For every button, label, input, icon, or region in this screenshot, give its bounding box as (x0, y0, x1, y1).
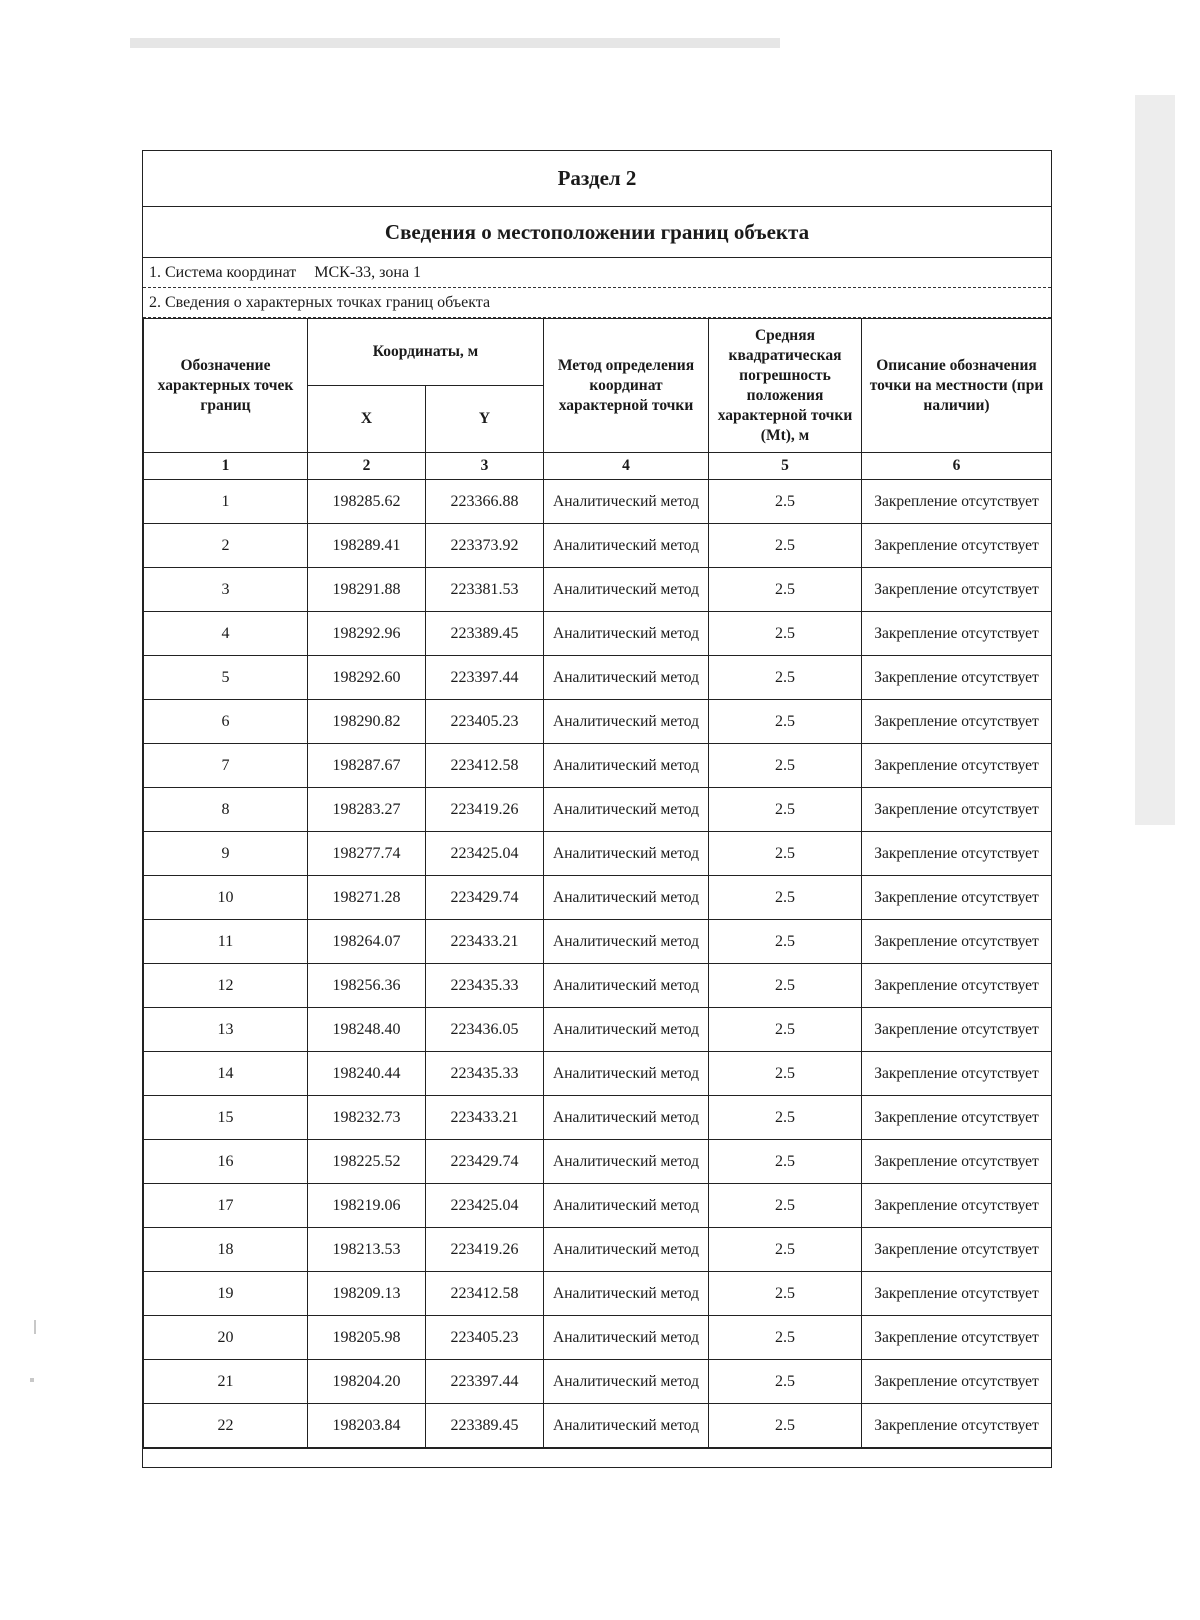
point-number-cell: 5 (144, 656, 308, 700)
method-cell: Аналитический метод (544, 524, 709, 568)
method-cell: Аналитический метод (544, 1360, 709, 1404)
column-number: 5 (709, 453, 862, 480)
y-coordinate-cell: 223397.44 (426, 656, 544, 700)
column-number: 3 (426, 453, 544, 480)
y-coordinate-cell: 223419.26 (426, 1228, 544, 1272)
x-coordinate-cell: 198283.27 (308, 788, 426, 832)
method-cell: Аналитический метод (544, 480, 709, 524)
y-coordinate-cell: 223419.26 (426, 788, 544, 832)
header-method: Метод определения координат характерной точки (544, 319, 709, 453)
point-number-cell: 8 (144, 788, 308, 832)
y-coordinate-cell: 223425.04 (426, 832, 544, 876)
table-row (144, 1228, 1052, 1272)
point-number-cell: 10 (144, 876, 308, 920)
x-coordinate-cell: 198232.73 (308, 1096, 426, 1140)
x-coordinate-cell: 198292.96 (308, 612, 426, 656)
point-number-cell: 11 (144, 920, 308, 964)
y-coordinate-cell: 223405.23 (426, 1316, 544, 1360)
method-cell: Аналитический метод (544, 1228, 709, 1272)
column-number: 6 (862, 453, 1052, 480)
error-cell: 2.5 (709, 920, 862, 964)
table-row (144, 832, 1052, 876)
y-coordinate-cell: 223389.45 (426, 612, 544, 656)
table-row (144, 1272, 1052, 1316)
x-coordinate-cell: 198213.53 (308, 1228, 426, 1272)
table-row (144, 1316, 1052, 1360)
header-error: Средняя квадратическая погрешность положения характерной точки (Mt), м (709, 319, 862, 453)
description-cell: Закрепление отсутствует (862, 964, 1052, 1008)
table-row (144, 612, 1052, 656)
error-cell: 2.5 (709, 524, 862, 568)
description-cell: Закрепление отсутствует (862, 1052, 1052, 1096)
y-coordinate-cell: 223389.45 (426, 1404, 544, 1448)
x-coordinate-cell: 198205.98 (308, 1316, 426, 1360)
method-cell: Аналитический метод (544, 964, 709, 1008)
table-row (144, 876, 1052, 920)
method-cell: Аналитический метод (544, 1272, 709, 1316)
point-number-cell: 3 (144, 568, 308, 612)
error-cell: 2.5 (709, 568, 862, 612)
x-coordinate-cell: 198292.60 (308, 656, 426, 700)
y-coordinate-cell: 223436.05 (426, 1008, 544, 1052)
point-number-cell: 17 (144, 1184, 308, 1228)
table-row (144, 1360, 1052, 1404)
y-coordinate-cell: 223412.58 (426, 744, 544, 788)
description-cell: Закрепление отсутствует (862, 1404, 1052, 1448)
point-number-cell: 14 (144, 1052, 308, 1096)
coord-system-line (143, 258, 1051, 288)
method-cell: Аналитический метод (544, 656, 709, 700)
point-number-cell: 12 (144, 964, 308, 1008)
x-coordinate-cell: 198209.13 (308, 1272, 426, 1316)
error-cell: 2.5 (709, 1360, 862, 1404)
y-coordinate-cell: 223435.33 (426, 964, 544, 1008)
description-cell: Закрепление отсутствует (862, 1360, 1052, 1404)
table-row (144, 788, 1052, 832)
table-row (144, 524, 1052, 568)
description-cell: Закрепление отсутствует (862, 1140, 1052, 1184)
table-row (144, 656, 1052, 700)
method-cell: Аналитический метод (544, 920, 709, 964)
error-cell: 2.5 (709, 876, 862, 920)
description-cell: Закрепление отсутствует (862, 920, 1052, 964)
error-cell: 2.5 (709, 1052, 862, 1096)
section-title: Раздел 2 (143, 151, 1051, 207)
table-bottom-strip (143, 1448, 1051, 1468)
point-number-cell: 22 (144, 1404, 308, 1448)
scan-artifact-right (1135, 95, 1175, 825)
coord-system-label: 1. Система координат (149, 264, 297, 281)
column-number: 4 (544, 453, 709, 480)
description-cell: Закрепление отсутствует (862, 656, 1052, 700)
method-cell: Аналитический метод (544, 1096, 709, 1140)
x-coordinate-cell: 198256.36 (308, 964, 426, 1008)
error-cell: 2.5 (709, 744, 862, 788)
point-number-cell: 2 (144, 524, 308, 568)
error-cell: 2.5 (709, 1272, 862, 1316)
scan-artifact-left-dot (30, 1378, 34, 1382)
method-cell: Аналитический метод (544, 1184, 709, 1228)
point-number-cell: 21 (144, 1360, 308, 1404)
description-cell: Закрепление отсутствует (862, 744, 1052, 788)
y-coordinate-cell: 223381.53 (426, 568, 544, 612)
error-cell: 2.5 (709, 1404, 862, 1448)
description-cell: Закрепление отсутствует (862, 1096, 1052, 1140)
x-coordinate-cell: 198219.06 (308, 1184, 426, 1228)
method-cell: Аналитический метод (544, 568, 709, 612)
y-coordinate-cell: 223429.74 (426, 876, 544, 920)
error-cell: 2.5 (709, 788, 862, 832)
table-row (144, 568, 1052, 612)
error-cell: 2.5 (709, 832, 862, 876)
method-cell: Аналитический метод (544, 788, 709, 832)
document-section (142, 150, 1052, 1468)
error-cell: 2.5 (709, 1140, 862, 1184)
description-cell: Закрепление отсутствует (862, 480, 1052, 524)
error-cell: 2.5 (709, 1228, 862, 1272)
x-coordinate-cell: 198204.20 (308, 1360, 426, 1404)
description-cell: Закрепление отсутствует (862, 1184, 1052, 1228)
point-number-cell: 16 (144, 1140, 308, 1184)
y-coordinate-cell: 223435.33 (426, 1052, 544, 1096)
table-row (144, 964, 1052, 1008)
error-cell: 2.5 (709, 1096, 862, 1140)
error-cell: 2.5 (709, 612, 862, 656)
table-row (144, 920, 1052, 964)
point-number-cell: 20 (144, 1316, 308, 1360)
error-cell: 2.5 (709, 480, 862, 524)
y-coordinate-cell: 223405.23 (426, 700, 544, 744)
header-coordinates: Координаты, м (308, 319, 544, 386)
y-coordinate-cell: 223433.21 (426, 1096, 544, 1140)
scan-artifact-left-mark (34, 1320, 36, 1334)
table-row (144, 1008, 1052, 1052)
error-cell: 2.5 (709, 1184, 862, 1228)
point-number-cell: 9 (144, 832, 308, 876)
table-body (144, 480, 1052, 1448)
header-x: X (308, 386, 426, 453)
error-cell: 2.5 (709, 1316, 862, 1360)
table-row (144, 700, 1052, 744)
points-label: 2. Сведения о характерных точках границ объекта (149, 294, 491, 311)
method-cell: Аналитический метод (544, 744, 709, 788)
description-cell: Закрепление отсутствует (862, 1008, 1052, 1052)
section-subtitle: Сведения о местоположении границ объекта (143, 207, 1051, 258)
y-coordinate-cell: 223412.58 (426, 1272, 544, 1316)
header-designation: Обозначение характерных точек границ (144, 319, 308, 453)
table-row (144, 1184, 1052, 1228)
point-number-cell: 7 (144, 744, 308, 788)
scan-artifact-top (130, 38, 780, 48)
table-row (144, 1404, 1052, 1448)
method-cell: Аналитический метод (544, 1052, 709, 1096)
x-coordinate-cell: 198203.84 (308, 1404, 426, 1448)
y-coordinate-cell: 223425.04 (426, 1184, 544, 1228)
description-cell: Закрепление отсутствует (862, 700, 1052, 744)
table-row (144, 480, 1052, 524)
error-cell: 2.5 (709, 1008, 862, 1052)
table-row (144, 744, 1052, 788)
description-cell: Закрепление отсутствует (862, 1228, 1052, 1272)
x-coordinate-cell: 198225.52 (308, 1140, 426, 1184)
y-coordinate-cell: 223429.74 (426, 1140, 544, 1184)
method-cell: Аналитический метод (544, 700, 709, 744)
x-coordinate-cell: 198240.44 (308, 1052, 426, 1096)
point-number-cell: 18 (144, 1228, 308, 1272)
column-number: 2 (308, 453, 426, 480)
y-coordinate-cell: 223397.44 (426, 1360, 544, 1404)
point-number-cell: 13 (144, 1008, 308, 1052)
description-cell: Закрепление отсутствует (862, 612, 1052, 656)
description-cell: Закрепление отсутствует (862, 568, 1052, 612)
error-cell: 2.5 (709, 964, 862, 1008)
y-coordinate-cell: 223433.21 (426, 920, 544, 964)
y-coordinate-cell: 223366.88 (426, 480, 544, 524)
method-cell: Аналитический метод (544, 1140, 709, 1184)
table-row (144, 1140, 1052, 1184)
point-number-cell: 1 (144, 480, 308, 524)
method-cell: Аналитический метод (544, 612, 709, 656)
point-number-cell: 6 (144, 700, 308, 744)
header-y: Y (426, 386, 544, 453)
x-coordinate-cell: 198248.40 (308, 1008, 426, 1052)
coord-system-value: МСК-33, зона 1 (314, 264, 422, 281)
description-cell: Закрепление отсутствует (862, 788, 1052, 832)
table-row (144, 1096, 1052, 1140)
x-coordinate-cell: 198264.07 (308, 920, 426, 964)
x-coordinate-cell: 198291.88 (308, 568, 426, 612)
error-cell: 2.5 (709, 700, 862, 744)
error-cell: 2.5 (709, 656, 862, 700)
x-coordinate-cell: 198289.41 (308, 524, 426, 568)
description-cell: Закрепление отсутствует (862, 1316, 1052, 1360)
method-cell: Аналитический метод (544, 1404, 709, 1448)
x-coordinate-cell: 198285.62 (308, 480, 426, 524)
x-coordinate-cell: 198277.74 (308, 832, 426, 876)
method-cell: Аналитический метод (544, 1008, 709, 1052)
method-cell: Аналитический метод (544, 1316, 709, 1360)
point-number-cell: 15 (144, 1096, 308, 1140)
description-cell: Закрепление отсутствует (862, 1272, 1052, 1316)
description-cell: Закрепление отсутствует (862, 524, 1052, 568)
description-cell: Закрепление отсутствует (862, 832, 1052, 876)
table-row (144, 1052, 1052, 1096)
method-cell: Аналитический метод (544, 832, 709, 876)
column-number: 1 (144, 453, 308, 480)
y-coordinate-cell: 223373.92 (426, 524, 544, 568)
x-coordinate-cell: 198290.82 (308, 700, 426, 744)
boundary-points-table (143, 318, 1052, 1448)
x-coordinate-cell: 198271.28 (308, 876, 426, 920)
description-cell: Закрепление отсутствует (862, 876, 1052, 920)
x-coordinate-cell: 198287.67 (308, 744, 426, 788)
header-description: Описание обозначения точки на местности (при наличии) (862, 319, 1052, 453)
method-cell: Аналитический метод (544, 876, 709, 920)
point-number-cell: 19 (144, 1272, 308, 1316)
point-number-cell: 4 (144, 612, 308, 656)
points-info-line (143, 288, 1051, 318)
